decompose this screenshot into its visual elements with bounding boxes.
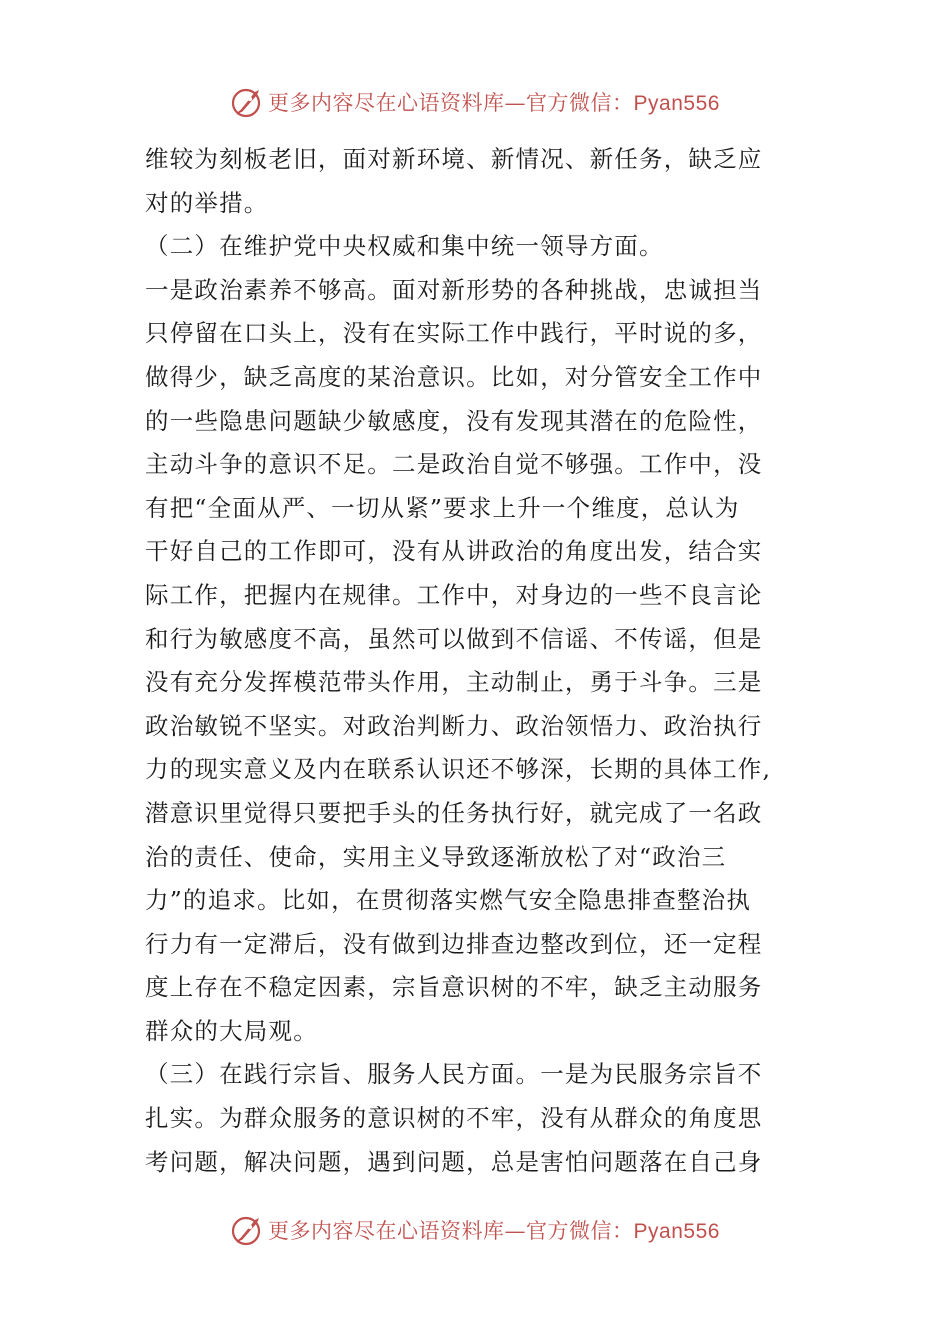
body-line: 没有充分发挥模范带头作用，主动制止，勇于斗争。三是 [145,668,763,697]
body-line: 做得少，缺乏高度的某治意识。比如，对分管安全工作中 [145,362,763,391]
body-line: 一是政治素养不够高。面对新形势的各种挑战，忠诚担当 [145,275,763,304]
body-line: 潜意识里觉得只要把手头的任务执行好，就完成了一名政 [145,798,763,827]
body-line: 群众的大局观。 [145,1016,318,1045]
body-line: 对的举措。 [145,188,269,217]
body-line: 干好自己的工作即可，没有从讲政治的角度出发，结合实 [145,537,763,566]
body-line: 考问题，解决问题，遇到问题，总是害怕问题落在自己身 [145,1147,763,1176]
footer-watermark-id: Pyan556 [633,1220,720,1243]
body-line: 度上存在不稳定因素，宗旨意识树的不牢，缺乏主动服务 [145,973,763,1002]
quill-pen-logo-icon [230,1213,264,1247]
body-line: 扎实。为群众服务的意识树的不牢，没有从群众的角度思 [145,1104,763,1133]
body-line: 主动斗争的意识不足。二是政治自觉不够强。工作中，没 [145,450,763,479]
header-watermark-id: Pyan556 [633,92,720,115]
body-line: 行力有一定滞后，没有做到边排查边整改到位，还一定程 [145,929,763,958]
body-line: 有把“全面从严、一切从紧”要求上升一个维度，总认为 [145,493,740,522]
body-line: 的一些隐患问题缺少敏感度，没有发现其潜在的危险性， [145,406,763,435]
body-line: 和行为敏感度不高，虽然可以做到不信谣、不传谣，但是 [145,624,763,653]
body-line: 力”的追求。比如，在贯彻落实燃气安全隐患排查整治执 [145,886,752,915]
body-line: 只停留在口头上，没有在实际工作中践行，平时说的多， [145,319,763,348]
body-line: 治的责任、使命，实用主义导致逐渐放松了对“政治三 [145,842,727,871]
document-body [145,138,795,1184]
body-line: 力的现实意义及内在联系认识还不够深，长期的具体工作, [145,755,772,784]
header-watermark-text: 更多内容尽在心语资料库—官方微信：Pyan556 [268,91,720,115]
footer-watermark [0,1208,950,1252]
body-line: 政治敏锐不坚实。对政治判断力、政治领悟力、政治执行 [145,711,763,740]
body-line: （二）在维护党中央权威和集中统一领导方面。 [145,232,664,261]
body-line: 际工作，把握内在规律。工作中，对身边的一些不良言论 [145,580,763,609]
footer-watermark-text: 更多内容尽在心语资料库—官方微信：Pyan556 [268,1219,720,1243]
quill-pen-logo-icon [230,85,264,119]
body-line: （三）在践行宗旨、服务人民方面。一是为民服务宗旨不 [145,1060,763,1089]
header-watermark [0,80,950,124]
body-line: 维较为刻板老旧，面对新环境、新情况、新任务，缺乏应 [145,145,763,173]
